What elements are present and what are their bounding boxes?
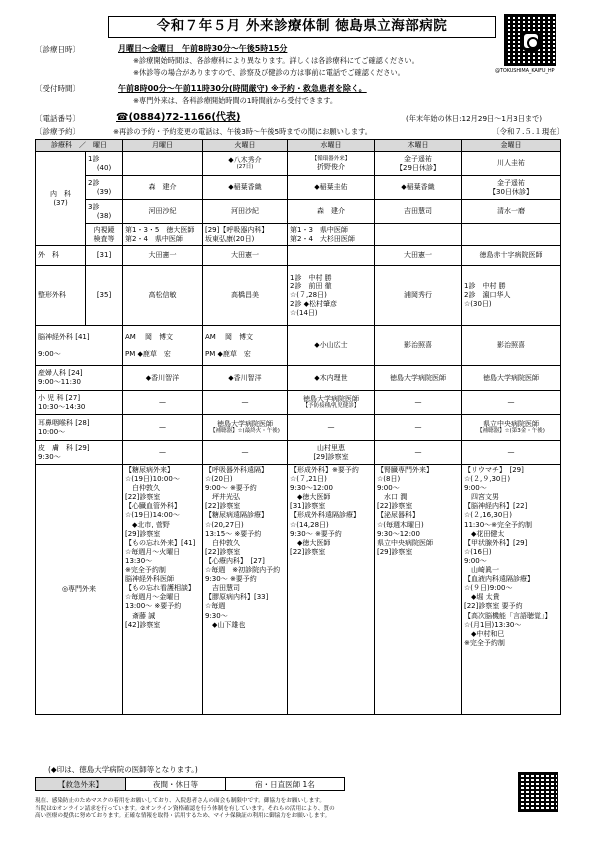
phone-label: 〔電話番号〕 (35, 114, 80, 123)
specialty-line: 【糖尿病遠隔診療】 (205, 511, 268, 520)
specialty-line: 坪井光弘 (205, 493, 240, 502)
holiday-note: (年末年始の休日:12月29日〜1月3日まで) (406, 114, 543, 123)
specialty-line: 【もの忘れ看護相談】 (125, 584, 195, 593)
emergency-hours: 夜間・休日等 (126, 778, 226, 791)
specialty-line: 9:00〜 (464, 556, 487, 565)
dept-internal: 内 科 (37) (36, 152, 86, 246)
specialty-line: [22]診察室 (205, 502, 241, 511)
specialty-line: 【腎臓専門外来】 (377, 466, 433, 474)
specialty-line: ※完全予約制 (464, 638, 505, 647)
specialty-line: 9:30〜12:00 (377, 529, 420, 538)
header-wed: 水曜日 (288, 140, 375, 152)
specialty-line: ☆(14,28日) (290, 520, 329, 529)
specialty-line: 9:30〜12:00 (290, 484, 333, 493)
specialty-line: ☆毎週 (205, 602, 226, 611)
specialty-line: 9:00〜 (377, 484, 400, 493)
days-label: 〔診療日時〕 (35, 45, 80, 54)
instagram-icon (521, 31, 541, 51)
specialty-line: ☆(20日) (205, 475, 233, 484)
specialty-line: 9:30〜 ※要予約 (290, 529, 342, 538)
specialty-line: ◆中村和巳 (464, 629, 505, 638)
specialty-line: 9:30〜 (205, 611, 228, 620)
specialty-line: 【甲状腺外科】[29] (464, 538, 528, 547)
specialty-line: ☆(19日)10:00〜 (125, 475, 180, 484)
specialty-line: [31]診察室 (290, 502, 326, 511)
specialty-line: [22]診察室 (377, 502, 413, 511)
specialty-line: 【リウマチ】 [29] (464, 466, 524, 474)
specialty-fri (462, 465, 561, 715)
specialty-line: 9:00〜 ※要予約 (205, 484, 257, 493)
specialty-line: 11:30〜※完全予約制 (464, 520, 533, 529)
as-of-date: 〔令和７.５.１現在〕 (492, 127, 565, 136)
emergency-label: 【救急外来】 (36, 778, 126, 791)
specialty-mon (123, 465, 203, 715)
instagram-handle: @TOKUSHIMA_KAIFU_HP (495, 68, 555, 74)
specialty-line: ☆(２,９,30日) (464, 475, 511, 484)
footer-notice: 現在、感染防止のためマスクの着用をお願いしており、入院患者さんの面会も制限中です。御協力をお願いします。 当院は①オンライン請求を行っています。②オンライン資格確認を行う体制を有しています。それらの活用により、質の 高い医療の提供に努めております。正確な情報を取得・活用するため、マイナ保険証の利用に御協力をお願いします。 (35, 798, 335, 820)
specialty-line: 13:15〜 ※要予約 (205, 529, 262, 538)
specialty-line: ☆(19日)14:00〜 (125, 511, 180, 520)
specialty-line: ☆(７,21日) (290, 475, 327, 484)
specialty-line: [42]診察室 (125, 620, 161, 629)
specialty-line: ☆(20,27日) (205, 520, 244, 529)
table-row: 内視鏡 検査等 第1・3・5 徳大医師 第2・4 県中医師 [29]【呼吸器内科】 坂東弘康(20日) 第1・3 県中医師 第2・4 大杉田医師 (36, 224, 561, 246)
specialty-line: 9:00〜 (464, 484, 487, 493)
reception-label: 〔受付時間〕 (35, 84, 80, 93)
emergency-table (35, 777, 345, 791)
specialty-line: 【心療内科】 [27] (205, 556, 265, 565)
specialty-line: 【膠原病内科】[33] (205, 593, 269, 602)
specialty-line: 【形成外科】※要予約 (290, 466, 359, 474)
specialty-line: 斎藤 誠 (125, 611, 156, 620)
instagram-qr-code[interactable] (504, 14, 556, 66)
specialty-line: 【血液内科遠隔診療】 (464, 575, 534, 584)
specialty-wed (288, 465, 375, 715)
specialty-line: [29]診察室 (377, 547, 413, 556)
days-note-1: ※診療開始時間は、各診療科により異なります。詳しくは各診療科にてご確認ください。 (133, 56, 419, 65)
specialty-row: ◎専門外来 【糖尿病外来】 ☆(19日)10:00〜 白仲敦久 [22]診察室 【心臓血管外科】 ☆(19日)14:00〜 ◆北市, 菅野 [29]診察室 【もの忘れ外来】[41] ☆毎週月〜火曜日 13:30〜 ※完全予約制 脳神経外科医師 【もの忘れ看護相談】 ☆毎週月〜金曜日 13:00〜 ※要予約 斎藤 誠 [42]診察室 【呼吸器外科遠隔】 ☆(20日) 9:00〜 ※要予約 坪井光弘 [22]診察室 【糖尿病遠隔診療】 ☆(20,27日) 13:15〜 ※要予約 白仲敦久 [22]診察室 【心療内科】 [27] ☆毎週 ※初診院内予約 9:30〜 ※要予約 吉田慧司 【膠原病内科】[33] ☆毎週 9:30〜 ◆山下雄也 【形成外科】※要予約 ☆(７,21日) 9:30〜12:00 ◆徳大医師 [31]診察室 【形成外科遠隔診療】 ☆(14,28日) 9:30〜 ※要予約 ◆徳大医師 [22]診察室 【腎臓専門外来】 ☆(8日) 9:00〜 水口 潤 [22]診察室 【泌尿器科】 ☆(毎週木曜日) 9:30〜12:00 県立中央病院医師 [29]診察室 【リウマチ】 [29] ☆(２,９,30日) 9:00〜 四宮文男 【脳神経内科】[22] ☆(２,16,30日) 11:30〜※完全予約制 ◆花田健太 【甲状腺外科】[29] ☆(16日) 9:00〜 山崎眞一 【血液内科遠隔診療】 ☆(９日)9:00〜 ◆堀 太貴 [22]診察室 要予約 【高次脳機能「言語聴覚」】 ☆(月1回)13:30〜 ◆中村和巳 ※完全予約制 (36, 465, 561, 715)
specialty-line: 【呼吸器外科遠隔】 (205, 466, 268, 474)
reception-value: 午前8時00分〜午前11時30分(時間厳守) ※予約・救急患者を除く。 (118, 84, 367, 93)
header-mon: 月曜日 (123, 140, 203, 152)
specialty-line: ☆(16日) (464, 547, 492, 556)
emergency-staff: 宿・日直医師 1名 (226, 778, 345, 791)
specialty-line: 四宮文男 (464, 493, 499, 502)
table-row: 整形外科 [35] 高松信敏 高橋昌美 1診 中村 勝 2診 前田 徹 ☆(７,28日) 2診 ◆松村肇彦 ☆(14日) 浦岡秀行 1診 中村 勝 2診 濵口华人 ☆(30日) (36, 266, 561, 326)
days-note-2: ※休診等の場合がありますので、診察及び健診の方は事前に電話でご確認ください。 (133, 68, 405, 77)
schedule-table (35, 139, 561, 715)
specialty-line: 【高次脳機能「言語聴覚」】 (464, 611, 552, 620)
specialty-line: [22]診察室 (290, 547, 326, 556)
specialty-line: 【脳神経内科】[22] (464, 502, 528, 511)
table-row: 3診 (38) 河田沙紀 河田沙紀 森 建介 吉田慧司 清水一磨 (36, 200, 561, 224)
table-row: 小 児 科 [27] 10:30〜14:30 — — 徳島大学病院医師 【予防接種/乳児健診】 — — (36, 391, 561, 415)
specialty-line: 【もの忘れ外来】[41] (125, 538, 196, 547)
header-fri: 金曜日 (462, 140, 561, 152)
table-row: 耳鼻咽喉科 [28] 10:00〜 — 徳島大学病院医師 【補聴器】☆(最終火・午後) — — 県立中央病院医師 【補聴器】☆(第3金・午後) (36, 415, 561, 441)
specialty-line: 脳神経外科医師 (125, 575, 174, 584)
specialty-line: 吉田慧司 (205, 584, 240, 593)
specialty-line: ☆(９日)9:00〜 (464, 584, 513, 593)
specialty-line: ☆(8日) (377, 475, 401, 484)
specialty-line: ◆徳大医師 (290, 493, 331, 502)
specialty-line: ◆北市, 菅野 (125, 520, 170, 529)
specialty-line: ☆(月1回)13:30〜 (464, 620, 522, 629)
phone-value[interactable]: ☎(0884)72-1166(代表) (116, 112, 241, 123)
specialty-line: ☆(２,16,30日) (464, 511, 513, 520)
table-row: 産婦人科 [24] 9:00〜11:30 ◆香川智洋 ◆香川智洋 ◆木内理世 徳島大学病院医師 徳島大学病院医師 (36, 366, 561, 391)
specialty-line: 白仲敦久 (125, 484, 160, 493)
booking-note: ※再診の予約・予約変更の電話は、午後3時〜午後5時までの間にお願いします。 (113, 127, 372, 136)
reception-note: ※専門外来は、各科診療開始時間の1時間前から受付できます。 (133, 96, 338, 105)
table-header-row (36, 140, 561, 152)
specialty-line: 水口 潤 (377, 493, 408, 502)
table-row: 外 科 [31] 大田憲一 大田憲一 大田憲一 徳島赤十字病院医師 (36, 246, 561, 266)
specialty-line: ◆堀 太貴 (464, 593, 500, 602)
specialty-line: 9:30〜 ※要予約 (205, 575, 257, 584)
footer-qr-code[interactable] (518, 772, 558, 812)
specialty-tue (203, 465, 288, 715)
days-value: 月曜日〜金曜日 午前8時30分〜午後5時15分 (118, 44, 288, 53)
specialty-line: 白仲敦久 (205, 538, 240, 547)
header-thu: 木曜日 (375, 140, 462, 152)
specialty-line: 【形成外科遠隔診療】 (290, 511, 360, 520)
header-dept: 診療科 ／ 曜日 (36, 140, 123, 152)
table-row: 脳神経外科 [41] 9:00〜 AM 岡 博文 PM ◆鹿草 宏 AM 岡 博文 PM ◆鹿草 宏 ◆小山広士 影治照喜 影治照喜 (36, 326, 561, 366)
header-tue: 火曜日 (203, 140, 288, 152)
specialty-line: ◆花田健太 (464, 529, 505, 538)
table-row: 2診 (39) 森 建介 ◆稲葉香織 ◆稲葉圭佑 ◆稲葉香織 金子遥祐 【30日休診】 (36, 176, 561, 200)
specialty-line: ※完全予約制 (125, 566, 166, 575)
specialty-line: ☆毎週月〜金曜日 (125, 593, 181, 602)
table-row: 皮 膚 科 [29] 9:30〜 — — 山村里恵 [29]診察室 — — (36, 441, 561, 465)
specialty-line: ◆徳大医師 (290, 538, 331, 547)
specialty-line: [22]診察室 (125, 493, 161, 502)
specialty-line: 【糖尿病外来】 (125, 466, 174, 474)
specialty-line: 13:30〜 (125, 556, 153, 565)
specialty-line: 県立中央病院医師 (377, 538, 433, 547)
specialty-line: 13:00〜 ※要予約 (125, 602, 182, 611)
specialty-line: 山崎眞一 (464, 566, 499, 575)
specialty-line: [22]診察室 (205, 547, 241, 556)
booking-label: 〔診療予約〕 (35, 127, 80, 136)
footnote: (◆印は、徳島大学病院の医師等となります。) (48, 765, 198, 774)
specialty-line: ◆山下雄也 (205, 620, 246, 629)
table-row: 内 科 (37) 1診 (40) ◆八木秀介 (27日) 【循環器外来】 折野俊介 金子遥祐 【29日休診】 川人圭祐 (36, 152, 561, 176)
specialty-line: ☆毎週月〜火曜日 (125, 547, 181, 556)
specialty-line: ☆(毎週木曜日) (377, 520, 424, 529)
specialty-thu (375, 465, 462, 715)
specialty-line: [29]診察室 (125, 529, 161, 538)
specialty-line: [22]診察室 要予約 (464, 602, 523, 611)
specialty-line: ☆毎週 ※初診院内予約 (205, 566, 281, 575)
specialty-line: 【泌尿器科】 (377, 511, 419, 520)
specialty-line: 【心臓血管外科】 (125, 502, 181, 511)
page-title: 令和７年５月 外来診療体制 徳島県立海部病院 (108, 16, 496, 38)
